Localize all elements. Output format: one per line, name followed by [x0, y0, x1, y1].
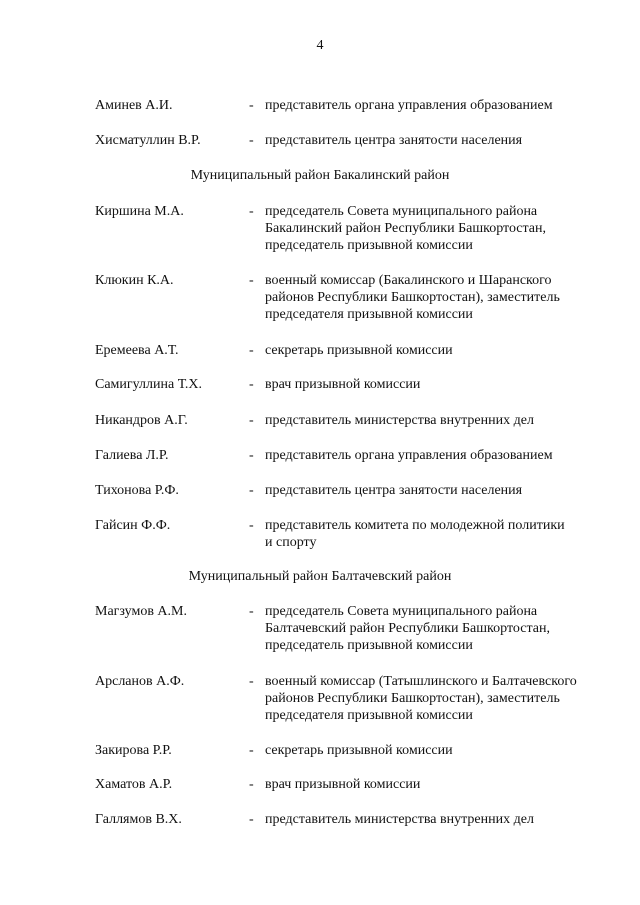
- member-name: Никандров А.Г.: [95, 413, 188, 428]
- separator-dash: -: [249, 812, 254, 827]
- member-role: [265, 97, 610, 114]
- member-entry: [0, 272, 640, 322]
- role-line: представитель комитета по молодежной политики: [265, 518, 565, 533]
- member-entry: [0, 447, 640, 463]
- member-name: Галиева Л.Р.: [95, 448, 169, 463]
- member-entry: [0, 482, 640, 498]
- member-role: [265, 447, 610, 464]
- role-line: районов Республики Башкортостан), заместитель: [265, 290, 560, 305]
- separator-dash: -: [249, 98, 254, 113]
- member-role: [265, 376, 610, 393]
- role-line: председатель призывной комиссии: [265, 238, 473, 253]
- section-heading: Муниципальный район Бакалинский район: [190, 168, 450, 183]
- member-name: Еремеева А.Т.: [95, 343, 179, 358]
- role-line: Балтачевский район Республики Башкортостан,: [265, 621, 550, 636]
- member-entry: [0, 132, 640, 148]
- role-line: представитель министерства внутренних дел: [265, 413, 534, 428]
- member-entry: [0, 603, 640, 653]
- member-entry: [0, 776, 640, 792]
- member-name: Аминев А.И.: [95, 98, 173, 113]
- member-name: Хисматуллин В.Р.: [95, 133, 201, 148]
- separator-dash: -: [249, 518, 254, 533]
- role-line: председателя призывной комиссии: [265, 708, 473, 723]
- member-role: [265, 517, 610, 551]
- separator-dash: -: [249, 413, 254, 428]
- member-role: [265, 132, 610, 149]
- member-name: Клюкин К.А.: [95, 273, 174, 288]
- role-line: представитель центра занятости населения: [265, 483, 523, 498]
- member-name: Самигуллина Т.Х.: [95, 377, 202, 392]
- member-entry: [0, 742, 640, 758]
- role-line: врач призывной комиссии: [265, 777, 421, 792]
- member-name: Киршина М.А.: [95, 204, 184, 219]
- role-line: председатель Совета муниципального района: [265, 604, 538, 619]
- member-role: [265, 203, 610, 254]
- separator-dash: -: [249, 674, 254, 689]
- role-line: Бакалинский район Республики Башкортостан,: [265, 221, 547, 236]
- separator-dash: -: [249, 448, 254, 463]
- member-entry: [0, 97, 640, 113]
- member-entry: [0, 342, 640, 358]
- separator-dash: -: [249, 273, 254, 288]
- role-line: военный комиссар (Татышлинского и Балтачевского: [265, 674, 577, 689]
- member-name: Тихонова Р.Ф.: [95, 483, 179, 498]
- member-name: Магзумов А.М.: [95, 604, 187, 619]
- member-name: Гайсин Ф.Ф.: [95, 518, 171, 533]
- separator-dash: -: [249, 743, 254, 758]
- separator-dash: -: [249, 343, 254, 358]
- member-role: [265, 412, 610, 429]
- member-role: [265, 742, 610, 759]
- role-line: районов Республики Башкортостан), заместитель: [265, 691, 560, 706]
- member-role: [265, 603, 610, 654]
- member-entry: [0, 517, 640, 550]
- member-entry: [0, 376, 640, 392]
- member-role: [265, 272, 610, 323]
- member-role: [265, 342, 610, 359]
- member-name: Арсланов А.Ф.: [95, 674, 185, 689]
- member-entry: [0, 412, 640, 428]
- role-line: представитель органа управления образованием: [265, 98, 553, 113]
- member-role: [265, 673, 610, 724]
- role-line: председатель призывной комиссии: [265, 638, 473, 653]
- role-line: секретарь призывной комиссии: [265, 343, 453, 358]
- member-role: [265, 776, 610, 793]
- role-line: председателя призывной комиссии: [265, 307, 473, 322]
- member-role: [265, 811, 610, 828]
- role-line: и спорту: [265, 535, 317, 550]
- separator-dash: -: [249, 483, 254, 498]
- member-name: Хаматов А.Р.: [95, 777, 173, 792]
- separator-dash: -: [249, 777, 254, 792]
- member-name: Галлямов В.Х.: [95, 812, 182, 827]
- role-line: председатель Совета муниципального района: [265, 204, 538, 219]
- page-number: 4: [316, 38, 324, 53]
- separator-dash: -: [249, 204, 254, 219]
- separator-dash: -: [249, 377, 254, 392]
- separator-dash: -: [249, 133, 254, 148]
- role-line: представитель министерства внутренних дел: [265, 812, 534, 827]
- role-line: военный комиссар (Бакалинского и Шаранского: [265, 273, 552, 288]
- member-entry: [0, 203, 640, 253]
- member-entry: [0, 811, 640, 827]
- role-line: представитель органа управления образованием: [265, 448, 553, 463]
- section-heading: Муниципальный район Балтачевский район: [188, 569, 452, 584]
- member-entry: [0, 673, 640, 723]
- separator-dash: -: [249, 604, 254, 619]
- role-line: представитель центра занятости населения: [265, 133, 523, 148]
- member-name: Закирова Р.Р.: [95, 743, 172, 758]
- role-line: врач призывной комиссии: [265, 377, 421, 392]
- role-line: секретарь призывной комиссии: [265, 743, 453, 758]
- member-role: [265, 482, 610, 499]
